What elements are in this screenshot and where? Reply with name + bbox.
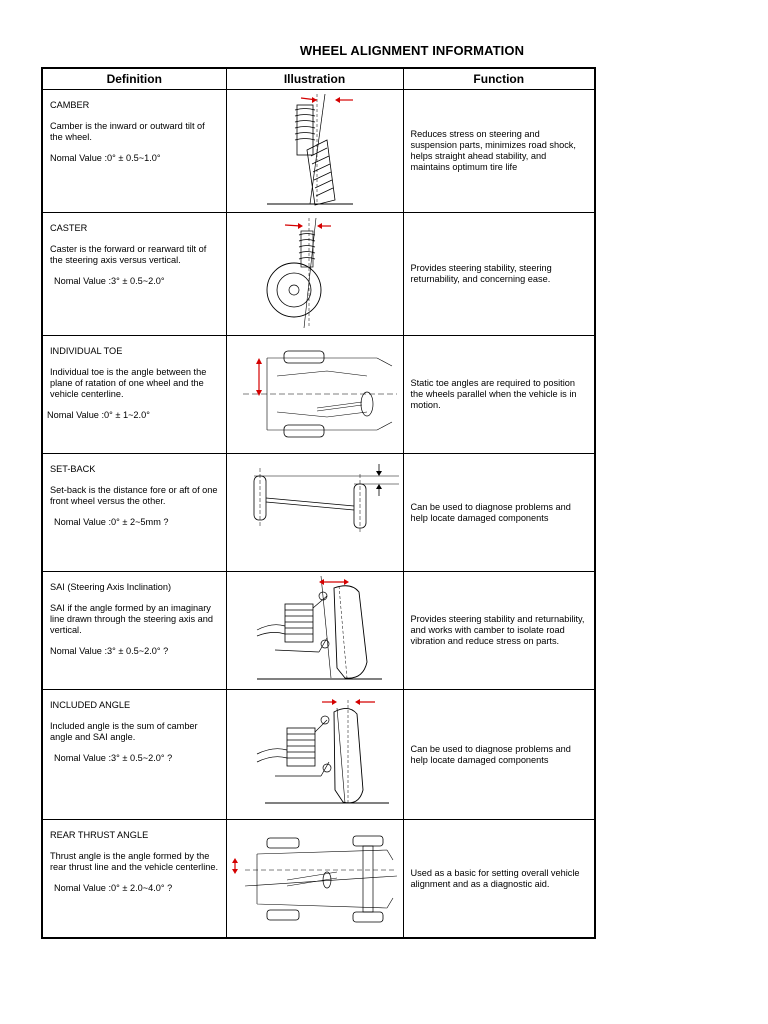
nominal-value: Nomal Value :3° ± 0.5~2.0° ? — [50, 646, 169, 656]
table-row-caster — [42, 213, 595, 336]
function-text: Can be used to diagnose problems and help locate damaged components — [410, 501, 571, 523]
table-row-sai — [42, 572, 595, 690]
camber-illustration — [227, 90, 404, 212]
page-title: WHEEL ALIGNMENT INFORMATION — [299, 43, 525, 58]
nominal-value: Nomal Value :0° ± 2.0~4.0° ? — [54, 883, 173, 893]
function-cell — [403, 572, 595, 690]
nominal-value: Nomal Value :0° ± 0.5~1.0° — [50, 153, 161, 163]
illustration-cell — [226, 336, 403, 454]
definition-cell — [42, 213, 226, 336]
term-definition: Set-back is the distance fore or aft of one front wheel versus the other. — [50, 485, 218, 506]
definition-cell — [42, 690, 226, 820]
function-cell — [403, 90, 595, 213]
definition-cell — [42, 820, 226, 939]
definition-cell — [42, 90, 226, 213]
function-cell — [403, 454, 595, 572]
thrust-angle-illustration — [227, 820, 404, 937]
nominal-value: Nomal Value :0° ± 1~2.0° — [47, 410, 150, 420]
term-definition: Caster is the forward or rearward tilt of the steering axis versus vertical. — [50, 244, 207, 265]
sai-illustration — [227, 572, 404, 689]
table-header-row — [42, 68, 595, 90]
definition-cell — [42, 454, 226, 572]
header-function: Function — [403, 68, 595, 90]
function-text: Static toe angles are required to position the wheels parallel when the vehicle is in motion. — [410, 378, 577, 410]
term-definition: Included angle is the sum of camber angle and SAI angle. — [50, 721, 198, 742]
table-row-individual-toe — [42, 336, 595, 454]
included-angle-illustration — [227, 690, 404, 819]
alignment-table — [41, 67, 596, 939]
function-cell — [403, 213, 595, 336]
table-row-camber — [42, 90, 595, 213]
definition-cell — [42, 572, 226, 690]
function-text: Provides steering stability, steering returnability, and concerning ease. — [410, 263, 552, 284]
table-row-rear-thrust-angle — [42, 820, 595, 939]
term-name: CAMBER — [50, 100, 90, 110]
illustration-cell — [226, 213, 403, 336]
function-text: Can be used to diagnose problems and help locate damaged components — [410, 743, 571, 765]
caster-illustration — [227, 213, 404, 335]
header-illustration: Illustration — [226, 68, 403, 90]
term-name: SET-BACK — [50, 464, 96, 474]
term-name: INCLUDED ANGLE — [50, 700, 131, 710]
illustration-cell — [226, 820, 403, 939]
function-cell — [403, 690, 595, 820]
term-name: CASTER — [50, 223, 88, 233]
function-text: Used as a basic for setting overall vehicle alignment and as a diagnostic aid. — [410, 867, 580, 889]
illustration-cell — [226, 572, 403, 690]
term-name: INDIVIDUAL TOE — [50, 346, 123, 356]
term-name: REAR THRUST ANGLE — [50, 830, 149, 840]
function-text: Reduces stress on steering and suspension parts, minimizes road shock, helps straight ahead stability, and maintains optimum tire life — [410, 129, 576, 172]
table-row-set-back — [42, 454, 595, 572]
nominal-value: Nomal Value :3° ± 0.5~2.0° — [54, 276, 165, 286]
function-text: Provides steering stability and returnability, and works with camber to isolate road vibration and reduce stress on parts. — [410, 614, 585, 646]
setback-illustration — [227, 454, 404, 571]
illustration-cell — [226, 690, 403, 820]
nominal-value: Nomal Value :0° ± 2~5mm ? — [54, 517, 169, 527]
table-row-included-angle — [42, 690, 595, 820]
illustration-cell — [226, 454, 403, 572]
term-definition: Thrust angle is the angle formed by the rear thrust line and the vehicle centerline. — [50, 851, 219, 872]
function-cell — [403, 336, 595, 454]
header-definition: Definition — [42, 68, 226, 90]
definition-cell — [42, 336, 226, 454]
function-cell — [403, 820, 595, 939]
term-definition: Individual toe is the angle between the plane of ratation of one wheel and the vehicle centerline. — [50, 367, 207, 399]
toe-illustration — [227, 336, 404, 453]
term-name: SAI (Steering Axis Inclination) — [50, 582, 172, 592]
nominal-value: Nomal Value :3° ± 0.5~2.0° ? — [54, 753, 173, 763]
illustration-cell — [226, 90, 403, 213]
term-definition: Camber is the inward or outward tilt of the wheel. — [50, 121, 205, 142]
term-definition: SAI if the angle formed by an imaginary line drawn through the steering axis and vertical. — [50, 603, 213, 635]
